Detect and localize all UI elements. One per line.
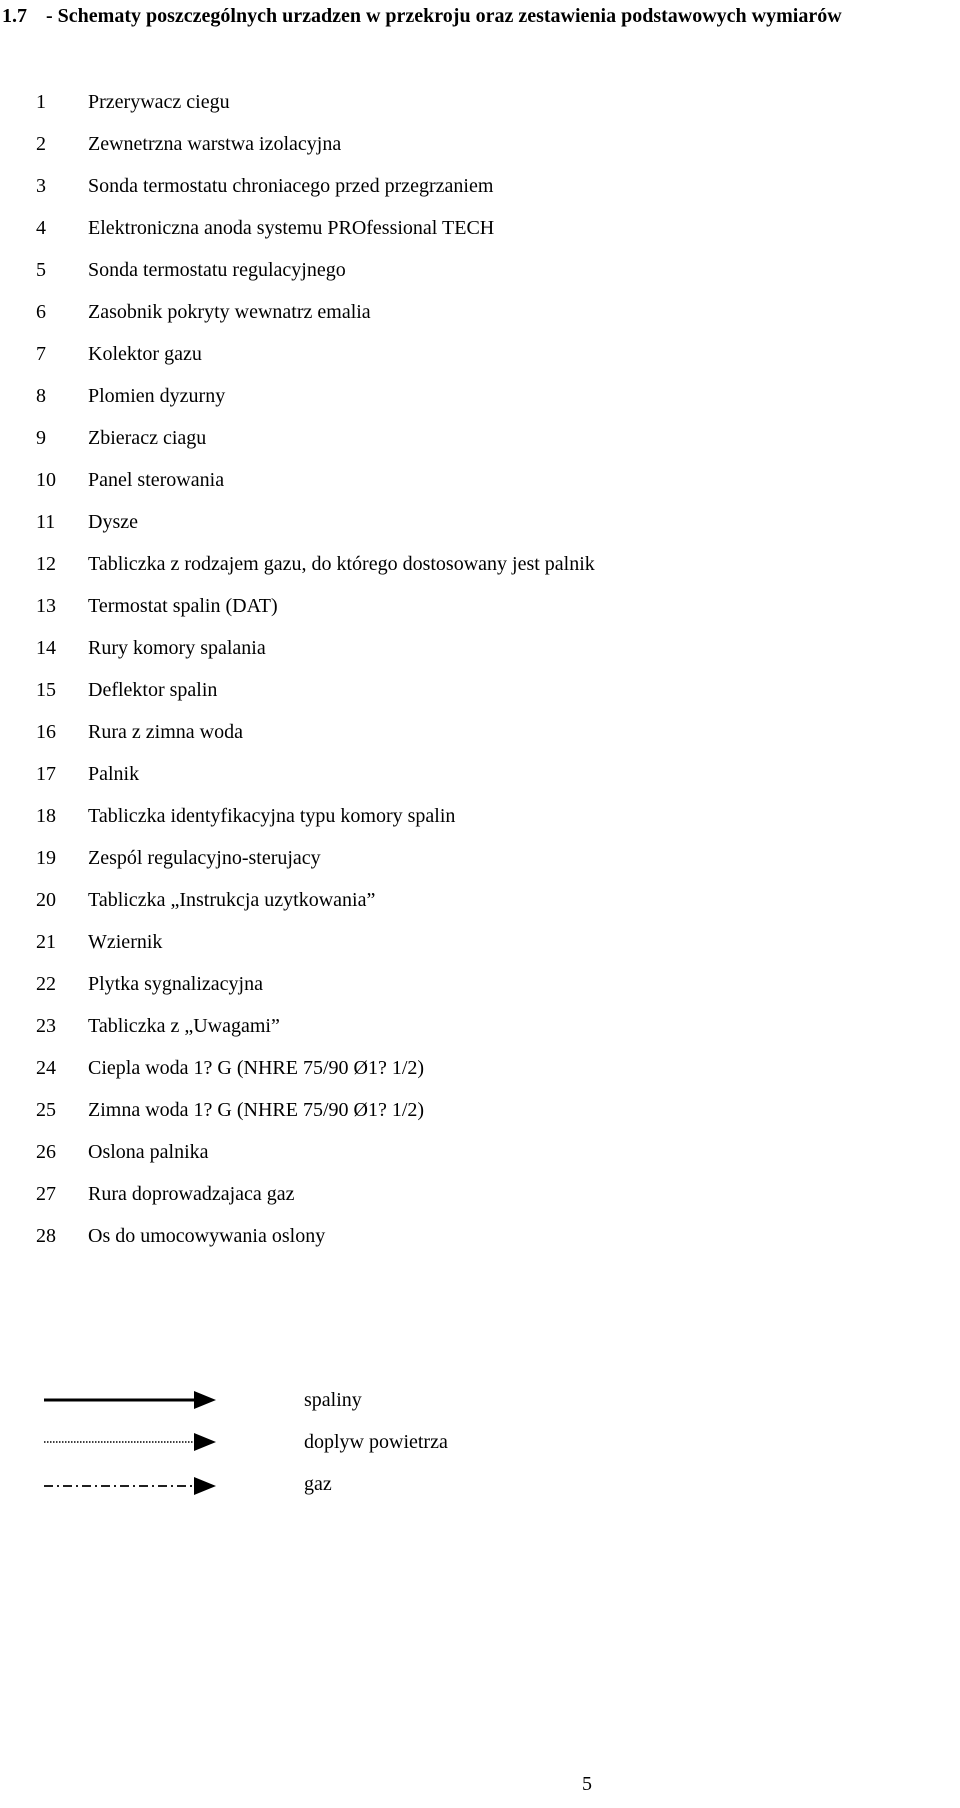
part-name: Tabliczka z rodzajem gazu, do którego dostosowany jest palnik (88, 553, 595, 575)
part-number: 24 (36, 1057, 56, 1079)
part-number: 18 (36, 805, 56, 827)
part-name: Panel sterowania (88, 469, 225, 491)
section-heading (2, 4, 957, 28)
part-name: Tabliczka identyfikacyjna typu komory spalin (88, 805, 456, 827)
part-number: 7 (36, 343, 46, 365)
part-number: 3 (36, 175, 46, 197)
legend-item-gaz (0, 1468, 960, 1508)
legend-item-spaliny (0, 1384, 960, 1424)
part-name: Zewnetrzna warstwa izolacyjna (88, 133, 342, 155)
part-name: Zespól regulacyjno-sterujacy (88, 847, 321, 869)
part-number: 1 (36, 91, 46, 113)
part-number: 11 (36, 511, 56, 533)
part-name: Rura doprowadzajaca gaz (88, 1183, 295, 1205)
part-name: Os do umocowywania oslony (88, 1225, 326, 1247)
part-name: Elektroniczna anoda systemu PROfessional TECH (88, 217, 495, 239)
part-name: Sonda termostatu chroniacego przed przegrzaniem (88, 175, 494, 197)
page-number: 5 (582, 1773, 592, 1795)
part-number: 20 (36, 889, 56, 911)
dotted-arrow-icon (44, 1430, 216, 1454)
section-number: 1.7 (2, 5, 27, 27)
legend-label: gaz (304, 1473, 332, 1495)
part-number: 14 (36, 637, 56, 659)
part-number: 26 (36, 1141, 56, 1163)
part-number: 8 (36, 385, 46, 407)
section-title: - Schematy poszczególnych urzadzen w przekroju oraz zestawienia podstawowych wymiarów (46, 5, 842, 27)
part-name: Termostat spalin (DAT) (88, 595, 278, 617)
part-name: Dysze (88, 511, 138, 533)
part-number: 28 (36, 1225, 56, 1247)
part-number: 16 (36, 721, 56, 743)
part-name: Plytka sygnalizacyjna (88, 973, 263, 995)
part-name: Przerywacz ciegu (88, 91, 230, 113)
part-name: Palnik (88, 763, 140, 785)
part-name: Zasobnik pokryty wewnatrz emalia (88, 301, 371, 323)
part-name: Sonda termostatu regulacyjnego (88, 259, 346, 281)
part-name: Wziernik (88, 931, 163, 953)
part-number: 17 (36, 763, 56, 785)
dash-dot-arrow-icon (44, 1472, 216, 1496)
legend-item-doplyw-powietrza (0, 1426, 960, 1466)
part-number: 13 (36, 595, 56, 617)
part-number: 9 (36, 427, 46, 449)
legend-label: spaliny (304, 1389, 362, 1411)
part-number: 15 (36, 679, 56, 701)
part-name: Oslona palnika (88, 1141, 209, 1163)
part-name: Zimna woda 1? G (NHRE 75/90 Ø1? 1/2) (88, 1099, 425, 1121)
line-legend (0, 1384, 960, 1524)
part-name: Rura z zimna woda (88, 721, 243, 743)
part-number: 12 (36, 553, 56, 575)
part-number: 27 (36, 1183, 56, 1205)
part-number: 19 (36, 847, 56, 869)
part-name: Kolektor gazu (88, 343, 202, 365)
part-number: 21 (36, 931, 56, 953)
part-name: Ciepla woda 1? G (NHRE 75/90 Ø1? 1/2) (88, 1057, 425, 1079)
part-name: Rury komory spalania (88, 637, 266, 659)
part-name: Plomien dyzurny (88, 385, 226, 407)
solid-arrow-icon (44, 1388, 216, 1412)
part-name: Zbieracz ciagu (88, 427, 207, 449)
part-number: 2 (36, 133, 46, 155)
part-number: 23 (36, 1015, 56, 1037)
part-number: 5 (36, 259, 46, 281)
part-number: 4 (36, 217, 46, 239)
legend-label: doplyw powietrza (304, 1431, 448, 1453)
part-name: Tabliczka z „Uwagami” (88, 1015, 280, 1037)
part-number: 6 (36, 301, 46, 323)
part-number: 22 (36, 973, 56, 995)
part-name: Tabliczka „Instrukcja uzytkowania” (88, 889, 376, 911)
part-number: 10 (36, 469, 56, 491)
part-number: 25 (36, 1099, 56, 1121)
part-name: Deflektor spalin (88, 679, 218, 701)
